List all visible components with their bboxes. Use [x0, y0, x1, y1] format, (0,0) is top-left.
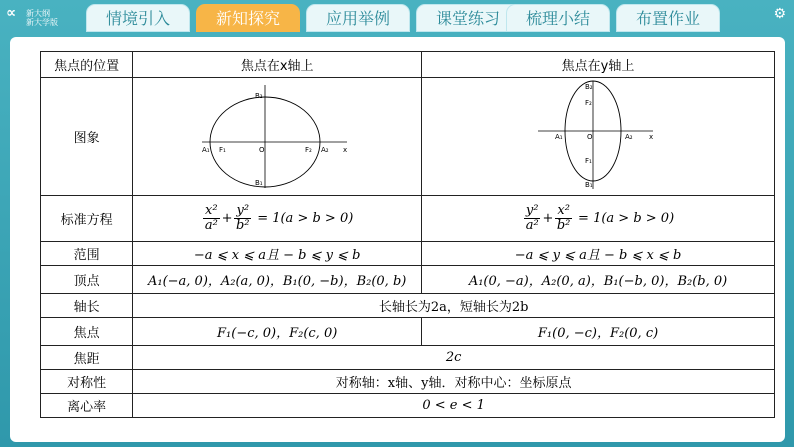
row-label-eccentricity: 离心率 [41, 394, 133, 418]
fraction-y2-b2: $\frac{\text{y²}}{\text{b²}}$ [235, 203, 250, 233]
table-row [41, 266, 775, 294]
table-row [41, 294, 775, 318]
tab-scenario-intro[interactable]: 情境引入 [86, 4, 190, 32]
svg-text:A₂: A₂ [321, 145, 329, 154]
row-label-vertex: 顶点 [41, 266, 133, 294]
row-label-symmetry: 对称性 [41, 370, 133, 394]
fraction-x2-a2: $\frac{\text{x²}}{\text{a²}}$ [204, 203, 218, 233]
svg-text:F₂: F₂ [305, 145, 312, 154]
fraction-y2-a2: $\frac{\text{y²}}{\text{a²}}$ [525, 203, 539, 233]
content-panel [10, 37, 785, 442]
header-focus-on-x: 焦点在x轴上 [133, 52, 422, 78]
svg-text:B₂: B₂ [255, 91, 263, 100]
horizontal-ellipse-graph [197, 80, 357, 190]
range-y: −a ⩽ y ⩽ a且 − b ⩽ x ⩽ b [422, 242, 775, 266]
row-label-axis-length: 轴长 [41, 294, 133, 318]
svg-text:A₁: A₁ [555, 132, 563, 141]
tab-application-examples[interactable]: 应用举例 [306, 4, 410, 32]
graph-x-ellipse [133, 78, 422, 196]
table-row [41, 196, 775, 242]
equation-y: $\frac{\text{y²}}{\text{a²}}$ + $\frac{\text{x²}}{\text{b²}}$ = 1(a > b > 0) [422, 196, 775, 242]
eccentricity-text: 0 < e < 1 [133, 394, 775, 418]
tab-new-knowledge[interactable]: 新知探究 [196, 4, 300, 32]
svg-text:F₁: F₁ [585, 156, 592, 165]
vertex-y: A₁(0, −a)，A₂(0, a)，B₁(−b, 0)，B₂(b, 0) [422, 266, 775, 294]
top-navigation [0, 0, 794, 38]
header-focus-on-y: 焦点在y轴上 [422, 52, 775, 78]
svg-text:B₁: B₁ [585, 180, 593, 189]
row-label-graph: 图象 [41, 78, 133, 196]
row-label-range: 范围 [41, 242, 133, 266]
svg-text:O: O [259, 145, 265, 154]
svg-text:F₂: F₂ [585, 98, 592, 107]
focus-x: F₁(−c, 0)，F₂(c, 0) [133, 318, 422, 346]
row-label-focus: 焦点 [41, 318, 133, 346]
focus-y: F₁(0, −c)，F₂(0, c) [422, 318, 775, 346]
svg-text:A₁: A₁ [202, 145, 210, 154]
table-row [41, 242, 775, 266]
table-row [41, 78, 775, 196]
svg-text:B₁: B₁ [255, 178, 263, 187]
focal-distance-text: 2c [133, 346, 775, 370]
logo-icon: ∝ [6, 5, 16, 21]
tab-summary[interactable]: 梳理小结 [506, 4, 610, 32]
row-label-equation: 标准方程 [41, 196, 133, 242]
symmetry-text: 对称轴：x轴、y轴．对称中心：坐标原点 [133, 370, 775, 394]
vertex-x: A₁(−a, 0)，A₂(a, 0)，B₁(0, −b)，B₂(0, b) [133, 266, 422, 294]
table-row [41, 370, 775, 394]
table-row [41, 394, 775, 418]
axis-length-text: 长轴长为2a，短轴长为2b [133, 294, 775, 318]
svg-text:O: O [587, 132, 593, 141]
fraction-x2-b2: $\frac{\text{x²}}{\text{b²}}$ [556, 203, 571, 233]
menu-icon[interactable]: ⚙ [773, 6, 786, 22]
table-row [41, 318, 775, 346]
tab-class-practice[interactable]: 课堂练习 [416, 4, 520, 32]
svg-text:x: x [649, 132, 654, 141]
table-row [41, 346, 775, 370]
equation-x: $\frac{\text{x²}}{\text{a²}}$ + $\frac{\text{y²}}{\text{b²}}$ = 1(a > b > 0) [133, 196, 422, 242]
range-x: −a ⩽ x ⩽ a且 − b ⩽ y ⩽ b [133, 242, 422, 266]
vertical-ellipse-graph [533, 79, 663, 191]
table-row [41, 52, 775, 78]
svg-text:x: x [343, 145, 348, 154]
svg-text:F₁: F₁ [219, 145, 226, 154]
header-focus-position: 焦点的位置 [41, 52, 133, 78]
tab-homework[interactable]: 布置作业 [616, 4, 720, 32]
publisher-logo: ∝ 新大纲 新大学版 [6, 5, 58, 27]
svg-text:B₂: B₂ [585, 82, 593, 91]
svg-text:A₂: A₂ [625, 132, 633, 141]
graph-y-ellipse [422, 78, 775, 196]
ellipse-property-table [40, 51, 775, 418]
row-label-focal-distance: 焦距 [41, 346, 133, 370]
